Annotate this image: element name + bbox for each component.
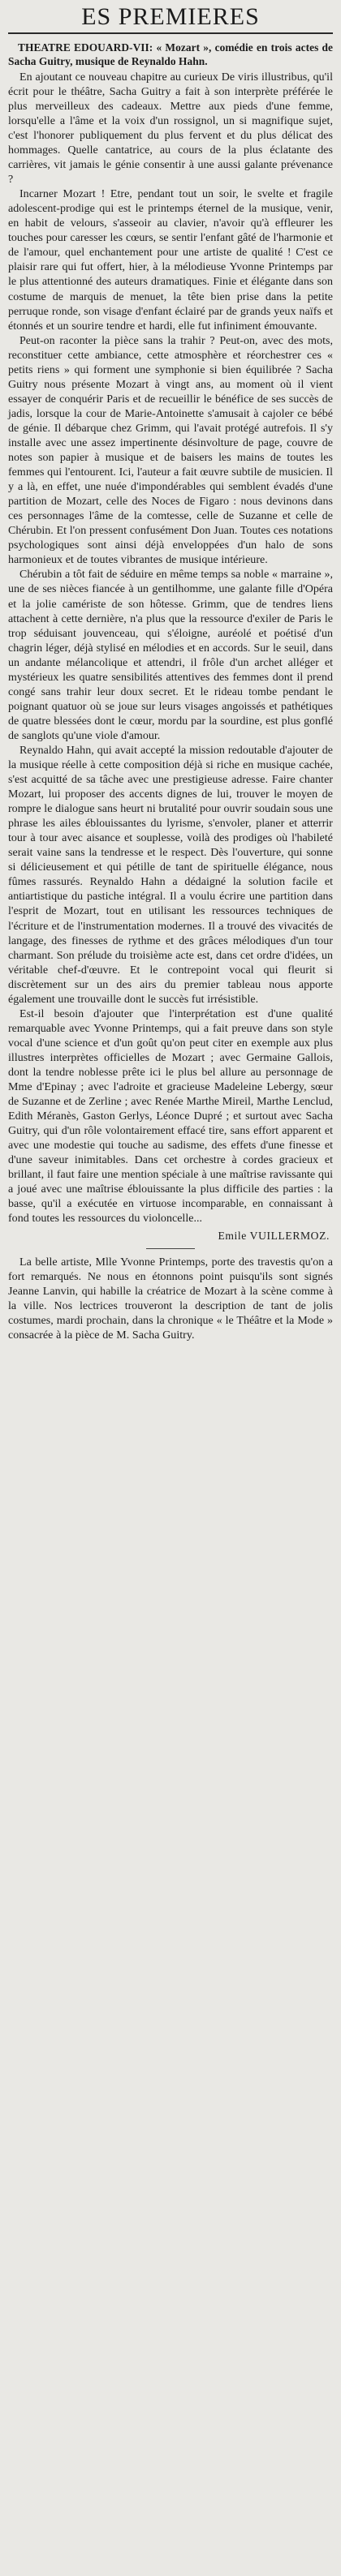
paragraph-3: Peut-on raconter la pièce sans la trahir ? Peut-on, avec des mots, reconstituer cette ambiance, cette atmosphère et réorchestrer ces « petits riens » qui forment une symphonie si bien équilibrée ? Sacha Guitry nous présente Mozart à vingt ans, au moment où il vient essayer de conquérir Paris et de recueillir le bénéfice de ses succès de jadis, lorsque la cour de Marie-Antoinette s'amusait à cajoler ce bébé de génie. Il débarque chez Grimm, qui l'avait protégé autrefois. Il s'y installe avec une assez impertinente désinvolture de page, couvre de notes son papier à musique et de baisers les mains de toutes les femmes qui l'entourent. Ici, l'auteur a fait œuvre subtile de musicien. Il y a là, en effet, une nuée d'impondérables qui semblent évadés d'une partition de Mozart, celle des Noces de Figaro : nous devinons dans ces personnages l'âme de la comtesse, celle de Suzanne et celle de Chérubin. Et l'on pressent confusément Don Juan. Toutes ces notations psychologiques sont ainsi déjà enveloppées d'un halo de sons harmonieux et de toutes vibrantes de musique intérieure. (8, 334, 333, 567)
section-headline: ES PREMIERES (81, 3, 260, 30)
postscript-paragraph: La belle artiste, Mlle Yvonne Printemps, porte des travestis qu'on a fort remarqués. Ne nous en étonnons point puisqu'ils sont signés Jeanne Lanvin, qui habille la créatrice de Mozart à la scène comme à la ville. Nos lectrices trouveront la description de tant de jolis costumes, mardi prochain, dans la chronique « le Théâtre et la Mode » consacrée à la pièce de M. Sacha Guitry. (8, 1256, 333, 1342)
author-signature: Emile VUILLERMOZ. (218, 1229, 330, 1242)
paragraph-4: Chérubin a tôt fait de séduire en même temps sa noble « marraine », une de ses nièces fiancée à un gentilhomme, une galante fille d'Opéra et la jolie camériste de son hôtesse. Grimm, que de tendres liens attachent à cette dernière, n'a plus que la ressource d'exiler de Paris le trop séduisant jouvenceau, qui s'éloigne, auréolé et poétisé d'un chagrin léger, déjà stylisé en mélodies et en accords. Sur le seuil, dans un andante mélancolique et attendri, il frôle d'un archet alléger et mystérieux les quatre sensibilités attentives des femmes dont il prend congé sans trahir leur doux secret. Et le rideau tombe pendant le poignant quatuor où se joue sur leurs visages angoissés et pathétiques de quatre blessées dont le cœur, mordu par la sourdine, est plus gonflé de sanglots qu'une viole d'amour. (8, 569, 333, 742)
paragraph-6: Est-il besoin d'ajouter que l'interprétation est d'une qualité remarquable avec Yvonne Printemps, qui a fait preuve dans son style vocal d'une science et d'un goût qu'on peut citer en exemple aux plus illustres interprètes officielles de Mozart ; avec Germaine Gallois, dont la tendre noblesse prête ici le plus bel allure au personnage de Mme d'Epinay ; avec l'adroite et gracieuse Madeleine Lebergy, sœur de Suzanne et de Zerline ; avec Renée Marthe Mireil, Marthe Lenclud, Edith Méranès, Gaston Gerlys, Léonce Dupré ; et surtout avec Sacha Guitry, qui d'un rôle volontairement effacé tire, sans effort apparent et avec une modestie qui touche au sadisme, des effets d'une finesse et d'une saveur inimitables. Dans cet orchestre à cordes gracieux et brillant, il faut faire une mention spéciale à une maîtrise ravissante qui a joué avec une maîtrise éblouissante la plus difficile des parties : la basse, qu'il a exécutée en virtuose incomparable, en connaissant à fond toutes les ressources du violoncelle... (8, 1007, 333, 1226)
paragraph-2: Incarner Mozart ! Etre, pendant tout un soir, le svelte et fragile adolescent-prodige qui est le printemps éternel de la musique, venir, en habit de velours, s'asseoir au clavier, n'avoir qu'à effleurer les touches pour caresser les cœurs, se sentir l'enfant gâté de l'harmonie et de l'amour, quel enchantement pour une artiste de qualité ! C'est ce plaisir rare qui fut offert, hier, à la mélodieuse Yvonne Printemps par le plus attentionné des auteurs dramatiques. Finie et élégante dans son costume de marquis de menuet, la tête bien prise dans la petite perruque ronde, son visage d'enfant éclairé par de grands yeux naïfs et étonnés et un sourire tendre et hardi, elle fut infiniment émouvante. (8, 188, 333, 333)
headline-rule (8, 32, 333, 34)
paragraph-1: En ajoutant ce nouveau chapitre au curieux De viris illustribus, qu'il écrit pour le théâtre, Sacha Guitry a fait à son interprète préférée le plus merveilleux des cadeaux. Mettre aux pieds d'une femme, lorsqu'elle a l'âme et la voix d'un rossignol, un si magnifique sujet, c'est l'honorer publiquement du plus fervent et du plus délicat des hommages. Quelle cantatrice, au cours de la plus éclatante des carrières, vit jamais le génie consentir à une aussi galante prévenance ? (8, 71, 333, 187)
paragraph-5: Reynaldo Hahn, qui avait accepté la mission redoutable d'ajouter de la musique réelle à cette composition déjà si riche en musique cachée, s'est acquitté de sa tâche avec une prestigieuse adresse. Faire chanter Mozart, lui proposer des accents dignes de lui, trouver le moyen de rompre le dialogue sans heurt ni brutalité pour ouvrir soudain sous une phrase les ailes éblouissantes du lyrisme, s'envoler, planer et atterrir tour à tour avec aisance et souplesse, voilà des prodiges où l'habileté serait vaine sans la tendresse et le respect. Dès l'ouverture, qui sonne si délicieusement et qui pétille de tant de spirituelle élégance, nous fûmes rassurés. Reynaldo Hahn a dédaigné la solution facile et antiartistique du pastiche intégral. Il a voulu écrire une partition dans l'esprit de Mozart, tout en utilisant les ressources techniques de l'écriture et de l'instrumentation modernes. Il a trouvé des vivacités de langage, des finesses de rythme et des grâces mélodiques d'un tour charmant. Son prélude du troisième acte est, dans cet ordre d'idées, un véritable chef-d'œuvre. Et le contrepoint vocal qui fleurit si discrètement sur un des airs du premier tableau nous apporte également une trouvaille dont le succès fut irrésistible. (8, 744, 333, 1006)
review-subhead: THEATRE EDOUARD-VII: « Mozart », comédie en trois actes de Sacha Guitry, musique de Reynaldo Hahn. (8, 41, 333, 68)
section-divider (146, 1248, 195, 1249)
